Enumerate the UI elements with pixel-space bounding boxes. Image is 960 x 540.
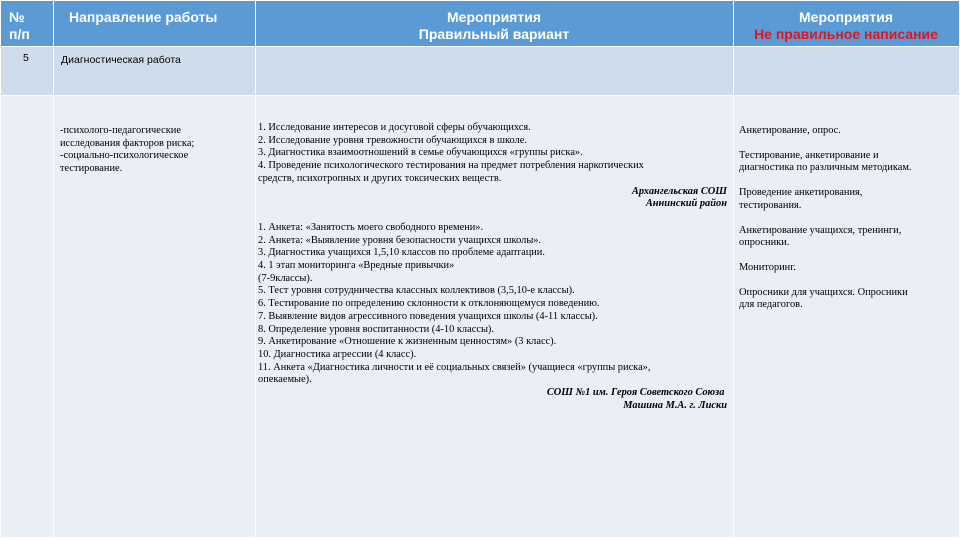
signature-line: Аннинский район bbox=[645, 198, 727, 210]
row2-correct-cell bbox=[255, 95, 733, 537]
header-incorrect-cell bbox=[733, 1, 959, 46]
signature-line: Архангельская СОШ bbox=[631, 185, 727, 197]
activities-table bbox=[1, 1, 959, 537]
incorrect-line: Тестирование, анкетирование и bbox=[739, 149, 879, 161]
header-incorrect-sub: Не правильное написание bbox=[754, 26, 938, 42]
grid-line bbox=[53, 1, 54, 537]
correct-line: опекаемые). bbox=[258, 374, 312, 386]
incorrect-line: тестирования. bbox=[739, 199, 802, 211]
signature-line: Машина М.А. г. Лиски bbox=[623, 399, 727, 411]
grid-line bbox=[733, 1, 734, 537]
correct-line: 5. Тест уровня сотрудничества классных коллективов (3,5,10-е классы). bbox=[258, 285, 575, 297]
incorrect-line: диагностика по различным методикам. bbox=[739, 162, 912, 174]
correct-block-2 bbox=[258, 222, 727, 413]
incorrect-line: Мониторинг. bbox=[739, 261, 796, 273]
correct-line: 3. Диагностика взаимоотношений в семье обучающихся «группы риска». bbox=[258, 147, 583, 159]
direction-line: -социально-психологическое bbox=[60, 150, 189, 162]
correct-line: 11. Анкета «Диагностика личности и её социальных связей» (учащиеся «группы риска», bbox=[258, 361, 651, 373]
row1-incorrect-cell bbox=[733, 46, 959, 95]
direction-line: исследования факторов риска; bbox=[60, 137, 195, 149]
header-num-line1: № bbox=[9, 9, 25, 25]
correct-line: 2. Анкета: «Выявление уровня безопасности учащихся школы». bbox=[258, 234, 542, 246]
correct-line: 10. Диагностика агрессии (4 класс). bbox=[258, 348, 417, 360]
header-direction: Направление работы bbox=[69, 9, 218, 25]
incorrect-item bbox=[739, 287, 955, 312]
incorrect-list bbox=[739, 125, 955, 312]
incorrect-line: опросники. bbox=[739, 237, 790, 249]
row2-num-cell bbox=[1, 95, 53, 537]
correct-line: 1. Исследование интересов и досуговой сферы обучающихся. bbox=[258, 122, 531, 133]
header-num-line2: п/п bbox=[9, 26, 30, 42]
row1-num: 5 bbox=[23, 52, 29, 64]
correct-line: 7. Выявление видов агрессивного поведения учащихся школы (4-11 классы). bbox=[258, 310, 598, 322]
correct-line: 6. Тестирование по определению склонности к отклоняющемуся поведению. bbox=[258, 298, 600, 310]
incorrect-line: Анкетирование учащихся, тренинги, bbox=[739, 224, 902, 236]
row2-direction-text bbox=[60, 125, 255, 176]
header-correct-sub: Правильный вариант bbox=[418, 26, 570, 42]
incorrect-item bbox=[739, 150, 955, 175]
correct-line: 4. Проведение психологического тестирования на предмет потребления наркотических bbox=[258, 160, 644, 172]
row2-incorrect-cell bbox=[733, 95, 959, 537]
incorrect-line: Опросники для учащихся. Опросники bbox=[739, 286, 908, 298]
grid-line bbox=[255, 1, 256, 537]
correct-line: 2. Исследование уровня тревожности обучающихся в школе. bbox=[258, 134, 527, 146]
header-correct-cell bbox=[255, 1, 733, 46]
correct-line: 8. Определение уровня воспитанности (4-10 классы). bbox=[258, 323, 494, 335]
correct-line: 3. Диагностика учащихся 1,5,10 классов по проблеме адаптации. bbox=[258, 247, 545, 259]
incorrect-line: Анкетирование, опрос. bbox=[739, 125, 841, 136]
incorrect-line: для педагогов. bbox=[739, 299, 803, 311]
correct-line: 4. 1 этап мониторинга «Вредные привычки» bbox=[258, 260, 455, 272]
incorrect-line: Проведение анкетирования, bbox=[739, 187, 863, 199]
signature-line: СОШ №1 им. Героя Советского Союза bbox=[546, 387, 727, 399]
correct-line: 1. Анкета: «Занятость моего свободного времени». bbox=[258, 221, 484, 233]
direction-line: тестирование. bbox=[60, 163, 123, 175]
correct-block-1 bbox=[258, 122, 727, 211]
row1-num-cell bbox=[1, 46, 53, 95]
header-incorrect-title: Мероприятия bbox=[799, 9, 893, 25]
incorrect-item bbox=[739, 125, 955, 138]
header-direction-cell bbox=[53, 1, 255, 46]
row1-direction-cell bbox=[53, 46, 255, 95]
direction-line: -психолого-педагогические bbox=[60, 125, 181, 136]
grid-line bbox=[1, 95, 959, 96]
row1-direction: Диагностическая работа bbox=[61, 54, 181, 66]
correct-line: (7-9классы). bbox=[258, 272, 313, 284]
row1-correct-cell bbox=[255, 46, 733, 95]
incorrect-item bbox=[739, 225, 955, 250]
incorrect-item bbox=[739, 187, 955, 212]
correct-line: 9. Анкетирование «Отношение к жизненным ценностям» (3 класс). bbox=[258, 336, 557, 348]
row2-direction-cell bbox=[53, 95, 255, 537]
incorrect-item bbox=[739, 262, 955, 275]
correct-line: средств, психотропных и других токсических веществ. bbox=[258, 172, 502, 184]
header-num-cell bbox=[1, 1, 53, 46]
header-correct-title: Мероприятия bbox=[447, 9, 541, 25]
grid-line bbox=[1, 46, 959, 47]
